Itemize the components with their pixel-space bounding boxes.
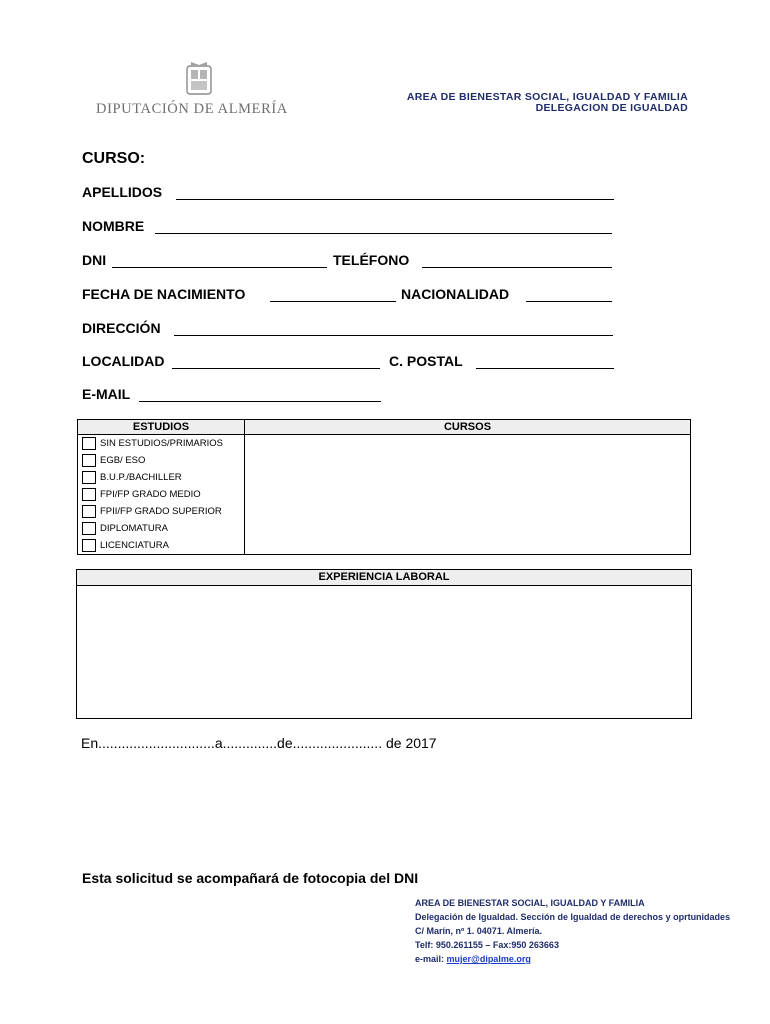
c-postal-field[interactable] xyxy=(476,368,614,369)
footer-contact xyxy=(415,896,730,966)
checkbox[interactable] xyxy=(82,505,96,518)
dni-note: Esta solicitud se acompañará de fotocopia del DNI xyxy=(82,870,419,886)
cursos-header: CURSOS xyxy=(245,420,691,435)
fecha-nacimiento-label: FECHA DE NACIMIENTO xyxy=(82,286,246,302)
cursos-area[interactable] xyxy=(245,435,691,555)
estudio-option[interactable]: B.U.P./BACHILLER xyxy=(78,469,244,486)
area-line-1: AREA DE BIENESTAR SOCIAL, IGUALDAD Y FAMILIA xyxy=(406,91,688,103)
apellidos-field[interactable] xyxy=(176,199,614,200)
estudio-option[interactable]: FPI/FP GRADO MEDIO xyxy=(78,486,244,503)
localidad-label: LOCALIDAD xyxy=(82,353,165,369)
coat-of-arms-icon xyxy=(184,60,214,98)
dni-label: DNI xyxy=(82,252,107,268)
logo xyxy=(96,60,306,120)
localidad-field[interactable] xyxy=(172,368,380,369)
estudio-option[interactable]: FPII/FP GRADO SUPERIOR xyxy=(78,503,244,520)
area-line-2: DELEGACION DE IGUALDAD xyxy=(535,102,688,114)
dni-field[interactable] xyxy=(112,267,327,268)
telefono-field[interactable] xyxy=(422,267,612,268)
form-title: CURSO: xyxy=(82,150,146,167)
checkbox[interactable] xyxy=(82,437,96,450)
fecha-nacimiento-field[interactable] xyxy=(270,301,396,302)
nacionalidad-field[interactable] xyxy=(526,301,612,302)
telefono-label: TELÉFONO xyxy=(333,252,410,268)
estudios-options xyxy=(78,435,245,555)
c-postal-label: C. POSTAL xyxy=(389,353,463,369)
footer-line-2: Delegación de Igualdad. Sección de Igualdad de derechos y oprtunidades xyxy=(415,912,731,922)
checkbox[interactable] xyxy=(82,539,96,552)
email-label: E-MAIL xyxy=(82,386,131,402)
footer-line-3: C/ Marín, nº 1. 04071. Almería. xyxy=(415,926,543,936)
studies-table xyxy=(77,419,691,555)
experiencia-laboral-box[interactable] xyxy=(76,569,692,719)
direccion-field[interactable] xyxy=(174,335,613,336)
area-header xyxy=(330,92,688,114)
checkbox[interactable] xyxy=(82,488,96,501)
checkbox[interactable] xyxy=(82,522,96,535)
experiencia-laboral-header: EXPERIENCIA LABORAL xyxy=(77,570,691,586)
org-name: DIPUTACIÓN DE ALMERÍA xyxy=(96,101,288,117)
email-field[interactable] xyxy=(139,401,381,402)
estudio-option[interactable]: DIPLOMATURA xyxy=(78,520,244,537)
footer-email-label: e-mail: xyxy=(415,954,445,964)
checkbox[interactable] xyxy=(82,454,96,467)
footer-line-1: AREA DE BIENESTAR SOCIAL, IGUALDAD Y FAMILIA xyxy=(415,898,645,908)
nombre-label: NOMBRE xyxy=(82,218,145,234)
footer-email-link[interactable]: mujer@dipalme.org xyxy=(446,954,531,964)
direccion-label: DIRECCIÓN xyxy=(82,320,161,336)
estudio-option[interactable]: SIN ESTUDIOS/PRIMARIOS xyxy=(78,435,244,452)
footer-email-row xyxy=(415,952,730,966)
apellidos-label: APELLIDOS xyxy=(82,184,163,200)
estudios-header: ESTUDIOS xyxy=(78,420,245,435)
estudio-option[interactable]: EGB/ ESO xyxy=(78,452,244,469)
nombre-field[interactable] xyxy=(155,233,612,234)
checkbox[interactable] xyxy=(82,471,96,484)
date-line: En..............................a..............de....................... de 2017 xyxy=(81,735,437,751)
nacionalidad-label: NACIONALIDAD xyxy=(401,286,510,302)
footer-line-4: Telf: 950.261155 – Fax:950 263663 xyxy=(415,940,559,950)
estudio-option[interactable]: LICENCIATURA xyxy=(78,537,244,554)
